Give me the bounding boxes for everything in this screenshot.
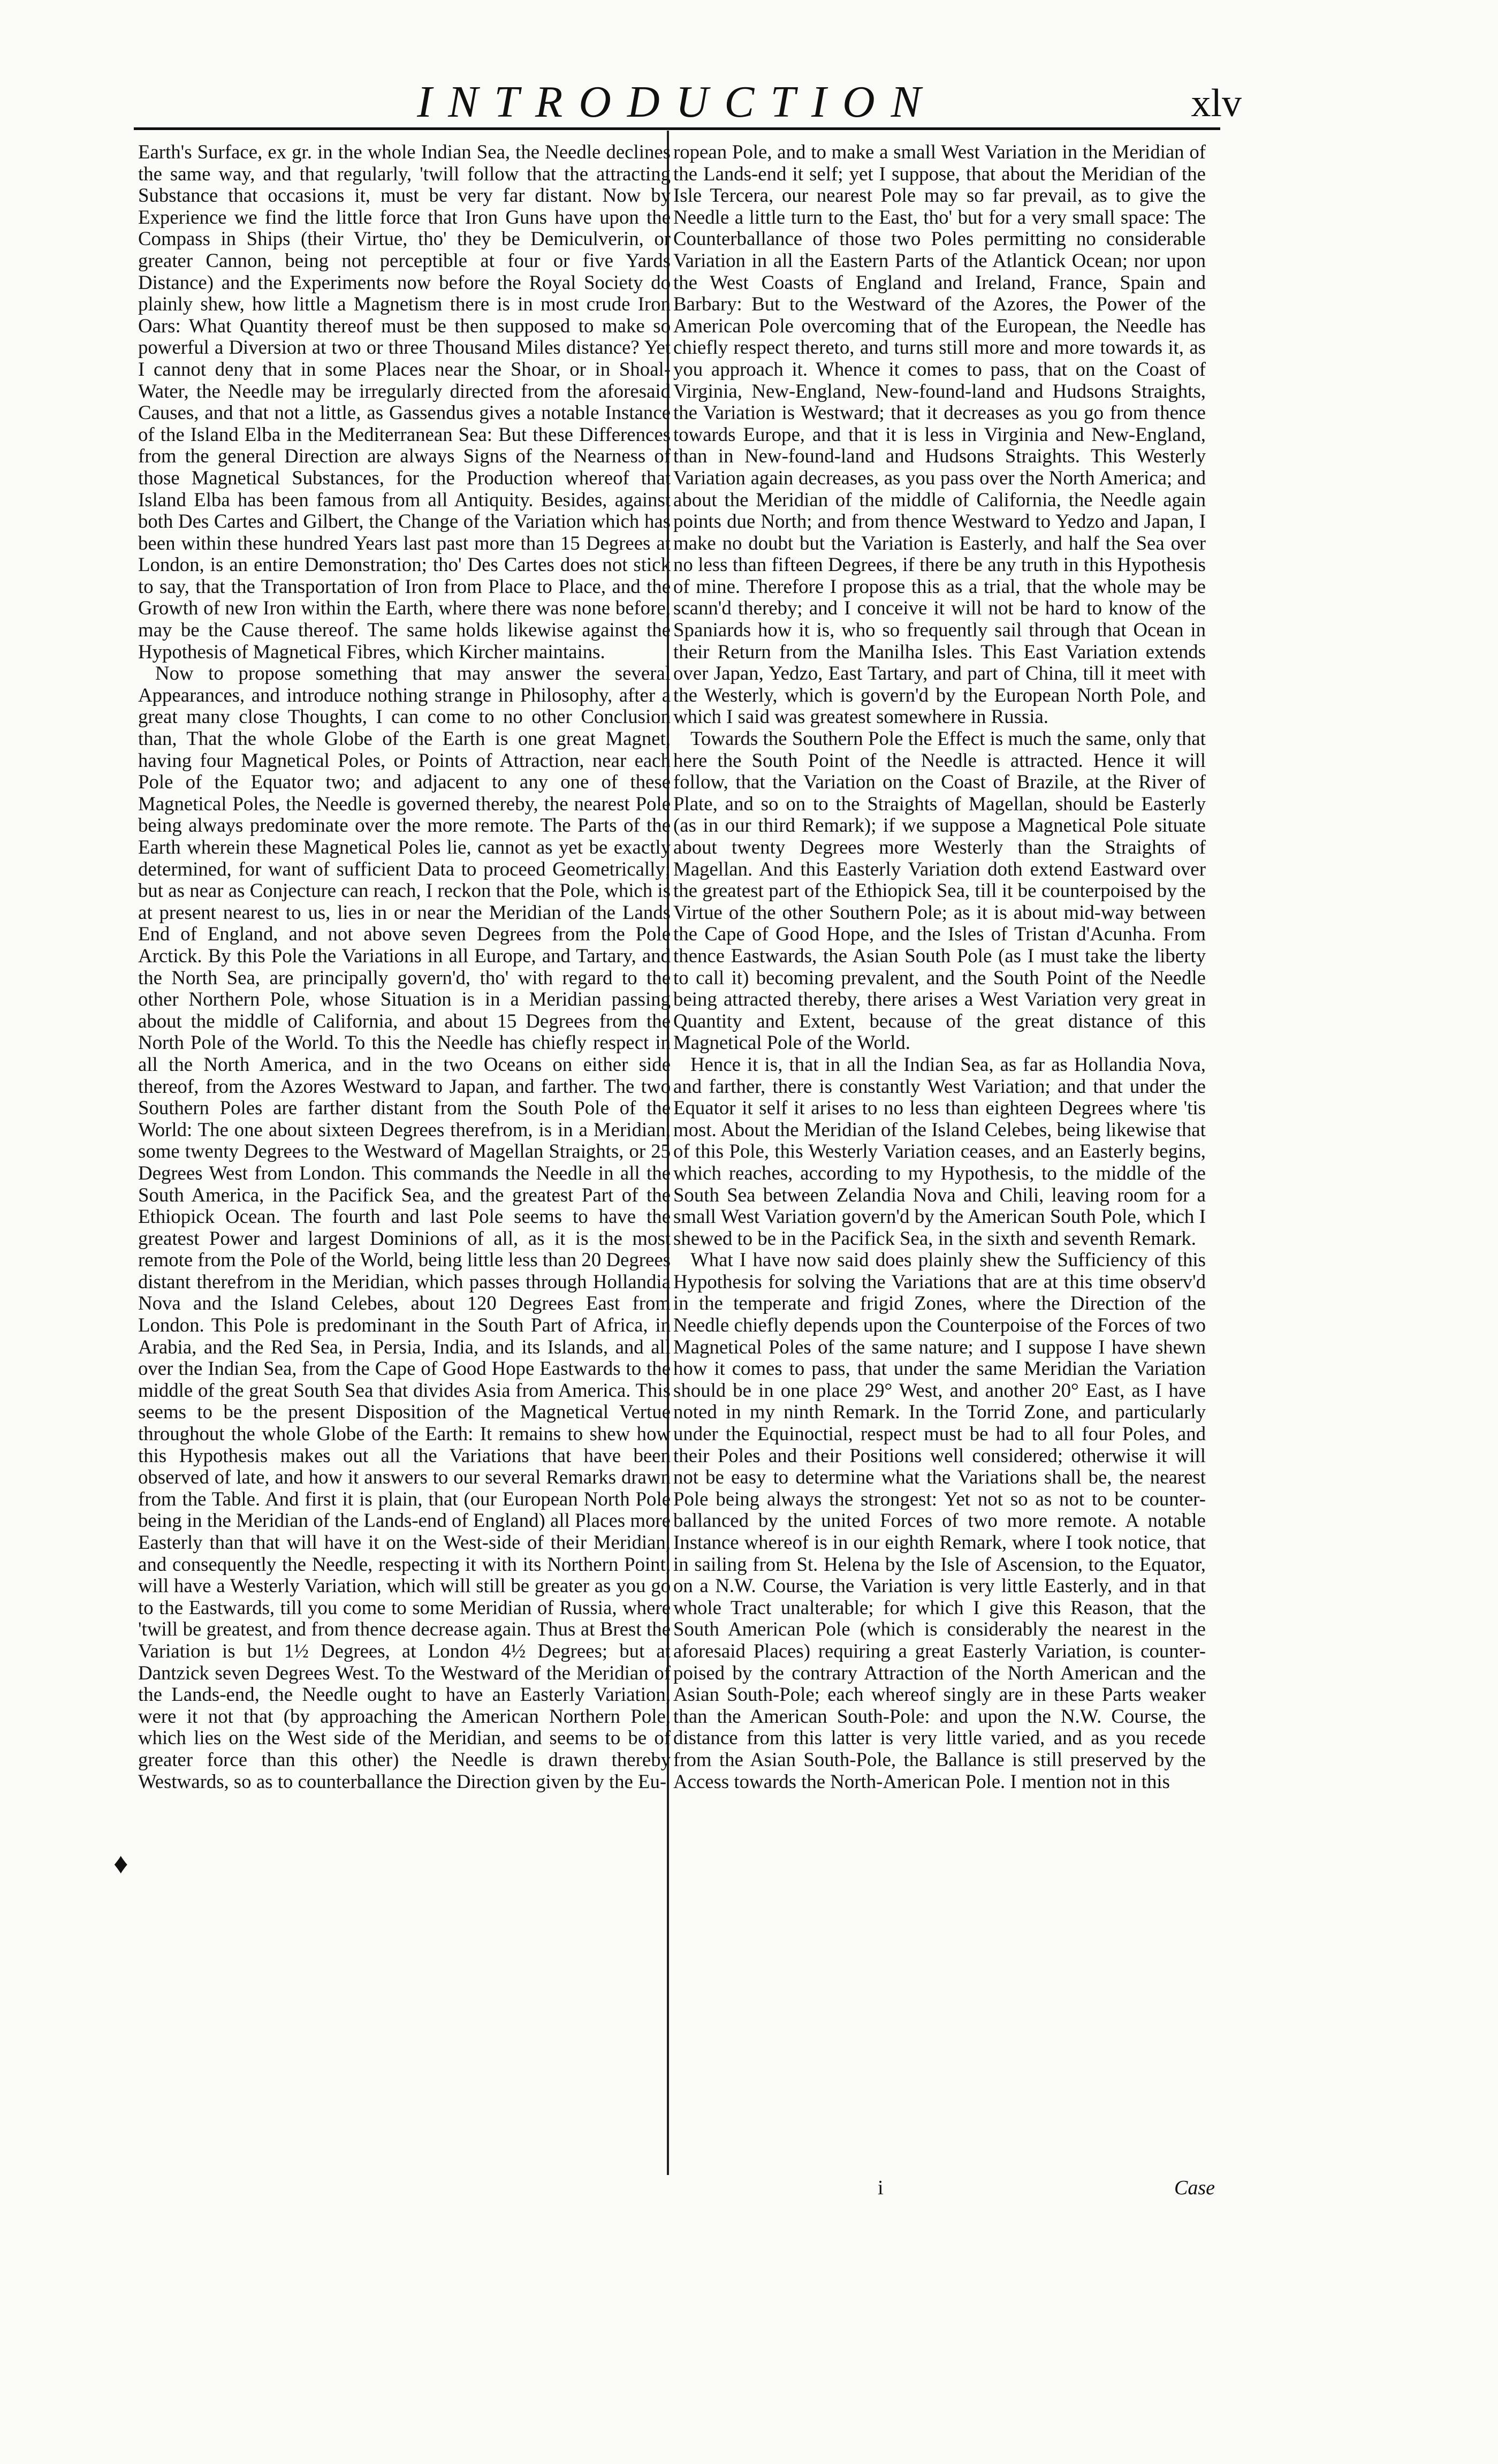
right-column — [673, 141, 1206, 2170]
paragraph: Hence it is, that in all the Indian Sea, as far as Hollandia Nova, and farther, there is constantly West Variation; and that under the Equator it self it arises to no less than eighteen Degrees where 'tis most. About the Meridian of the Island Celebes, being likewise that of this Pole, this Westerly Variation ceases, and an Easterly begins, which reaches, according to my Hypothesis, to the middle of the South Sea between Zelandia Nova and Chili, leaving room for a small West Variation govern'd by the American South Pole, which I shewed to be in the Pacifick Sea, in the sixth and seventh Remark. — [673, 1053, 1206, 1249]
paragraph: Towards the Southern Pole the Effect is much the same, only that here the South Point of the Needle is attracted. Hence it will follow, that the Variation on the Coast of Brazile, at the River of Plate, and so on to the Straights of Magellan, should be Easterly (as in our third Remark); if we suppose a Magnetical Pole situate about twenty Degrees more Westerly than the Straights of Magellan. And this Easterly Variation doth extend Eastward over the greatest part of the Ethiopick Sea, till it be counterpoised by the Virtue of the other Southern Pole; as it is about mid-way between the Cape of Good Hope, and the Isles of Tristan d'Acunha. From thence Eastwards, the Asian South Pole (as I must take the liberty to call it) becoming prevalent, and the South Point of the Needle being attracted thereby, there arises a West Variation very great in Quantity and Extent, because of the great distance of this Magnetical Pole of the World. — [673, 727, 1206, 1054]
page-footer — [134, 2173, 1220, 2205]
paragraph: Now to propose something that may answer the several Appearances, and introduce nothing strange in Philosophy, after a great many close Thoughts, I can come to no other Conclusion than, That the whole Globe of the Earth is one great Magnet, having four Magnetical Poles, or Points of Attraction, near each Pole of the Equator two; and adjacent to any one of these Magnetical Poles, the Needle is governed thereby, the nearest Pole being always predominate over the more remote. The Parts of the Earth wherein these Magnetical Poles lie, cannot as yet be exactly determined, for want of sufficient Data to proceed Geometrically; but as near as Conjecture can reach, I reckon that the Pole, which is at present nearest to us, lies in or near the Meridian of the Lands End of England, and not above seven Degrees from the Pole Arctick. By this Pole the Variations in all Europe, and Tartary, and the North Sea, are principally govern'd, tho' with regard to the other Northern Pole, whose Situation is in a Meridian passing about the middle of California, and about 15 Degrees from the North Pole of the World. To this the Needle has chiefly respect in all the North America, and in the two Oceans on either side thereof, from the Azores Westward to Japan, and farther. The two Southern Poles are farther distant from the South Pole of the World: The one about sixteen Degrees therefrom, is in a Meridian, some twenty Degrees to the Westward of Magellan Straights, or 25 Degrees West from London. This commands the Needle in all the South America, in the Pacifick Sea, and the greatest Part of the Ethiopick Ocean. The fourth and last Pole seems to have the greatest Power and largest Dominions of all, as it is the most remote from the Pole of the World, being little less than 20 Degrees distant therefrom in the Meridian, which passes through Hollandia Nova and the Island Celebes, about 120 Degrees East from London. This Pole is predominant in the South Part of Africa, in Arabia, and the Red Sea, in Persia, India, and its Islands, and all over the Indian Sea, from the Cape of Good Hope Eastwards to the middle of the great South Sea that divides Asia from America. This seems to be the present Disposition of the Magnetical Vertue throughout the whole Globe of the Earth: It remains to shew how this Hypothesis makes out all the Variations that have been observed of late, and how it answers to our several Remarks drawn from the Table. And first it is plain, that (our European North Pole being in the Meridian of the Lands-end of England) all Places more Easterly than that will have it on the West-side of their Meridian, and consequently the Needle, respecting it with its Northern Point, will have a Westerly Variation, which will still be greater as you go to the Eastwards, till you come to some Meridian of Russia, where 'twill be greatest, and from thence decrease again. Thus at Brest the Variation is but 1½ Degrees, at London 4½ Degrees; but at Dantzick seven Degrees West. To the Westward of the Meridian of the Lands-end, the Needle ought to have an Easterly Variation, were it not that (by approaching the American Northern Pole, which lies on the West side of the Meridian, and seems to be of greater force than this other) the Needle is drawn thereby Westwards, so as to counterballance the Direction given by the Eu- — [138, 662, 671, 1792]
left-column — [138, 141, 671, 2170]
page-title: INTRODUCTION — [417, 77, 937, 127]
catchword: Case — [1174, 2177, 1215, 2199]
running-header — [134, 77, 1242, 127]
header-rule — [134, 127, 1220, 130]
margin-mark: ♦ — [113, 1847, 128, 1880]
signature-mark: i — [878, 2177, 884, 2199]
page-number: xlv — [1191, 81, 1242, 125]
paragraph: ropean Pole, and to make a small West Variation in the Meridian of the Lands-end it self; yet I suppose, that about the Meridian of the Isle Tercera, our nearest Pole may so far prevail, as to give the Needle a little turn to the East, tho' but for a very small space: The Counterballance of those two Poles permitting no considerable Variation in all the Eastern Parts of the Atlantick Ocean; nor upon the West Coasts of England and Ireland, France, Spain and Barbary: But to the Westward of the Azores, the Power of the American Pole overcoming that of the European, the Needle has chiefly respect thereto, and turns still more and more towards it, as you approach it. Whence it comes to pass, that on the Coast of Virginia, New-England, New-found-land and Hudsons Straights, the Variation is Westward; that it decreases as you go from thence towards Europe, and that it is less in Virginia and New-England, than in New-found-land and Hudsons Straights. This Westerly Variation again decreases, as you pass over the North America; and about the Meridian of the middle of California, the Needle again points due North; and from thence Westward to Yedzo and Japan, I make no doubt but the Variation is Easterly, and half the Sea over no less than fifteen Degrees, if there be any truth in this Hypothesis of mine. Therefore I propose this as a trial, that the whole may be scann'd thereby; and I conceive it will not be hard to know of the Spaniards how it is, who so frequently sail through that Ocean in their Return from the Manilha Isles. This East Variation extends over Japan, Yedzo, East Tartary, and part of China, till it meet with the Westerly, which is govern'd by the European North Pole, and which I said was greatest somewhere in Russia. — [673, 141, 1206, 728]
paragraph: What I have now said does plainly shew the Sufficiency of this Hypothesis for solving the Variations that are at this time observ'd in the temperate and frigid Zones, where the Direction of the Needle chiefly depends upon the Counterpoise of the Forces of two Magnetical Poles of the same nature; and I suppose I have shewn how it comes to pass, that under the same Meridian the Variation should be in one place 29° West, and another 20° East, as I have noted in my ninth Remark. In the Torrid Zone, and particularly under the Equinoctial, respect must be had to all four Poles, and their Poles and their Positions well considered; otherwise it will not be easy to determine what the Variations shall be, the nearest Pole being always the strongest: Yet not so as not to be counter-ballanced by the united Forces of two more remote. A notable Instance whereof is in our eighth Remark, where I took notice, that in sailing from St. Helena by the Isle of Ascension, to the Equator, on a N.W. Course, the Variation is very little Easterly, and in that whole Tract unalterable; for which I give this Reason, that the South American Pole (which is considerably the nearest in the aforesaid Places) requiring a great Easterly Variation, is counter-poised by the contrary Attraction of the North American and the Asian South-Pole; each whereof singly are in these Parts weaker than the American South-Pole: and upon the N.W. Course, the distance from this latter is very little varied, and as you recede from the Asian South-Pole, the Ballance is still preserved by the Access towards the North-American Pole. I mention not in this — [673, 1249, 1206, 1792]
paragraph: Earth's Surface, ex gr. in the whole Indian Sea, the Needle declines the same way, and that regularly, 'twill follow that the attracting Substance that occasions it, must be very far distant. Now by Experience we find the little force that Iron Guns have upon the Compass in Ships (their Virtue, tho' they be Demiculverin, or greater Cannon, being not perceptible at four or five Yards Distance) and the Experiments now before the Royal Society do plainly shew, how little a Magnetism there is in most crude Iron Oars: What Quantity thereof must be then supposed to make so powerful a Diversion at two or three Thousand Miles distance? Yet I cannot deny that in some Places near the Shoar, or in Shoal-Water, the Needle may be irregularly directed from the aforesaid Causes, and that not a little, as Gassendus gives a notable Instance of the Island Elba in the Mediterranean Sea: But these Differences from the general Direction are always Signs of the Nearness of those Magnetical Substances, for the Production whereof that Island Elba has been famous from all Antiquity. Besides, against both Des Cartes and Gilbert, the Change of the Variation which has been within these hundred Years last past more than 15 Degrees at London, is an entire Demonstration; tho' Des Cartes does not stick to say, that the Transportation of Iron from Place to Place, and the Growth of new Iron within the Earth, where there was none before, may be the Cause thereof. The same holds likewise against the Hypothesis of Magnetical Fibres, which Kircher maintains. — [138, 141, 671, 663]
